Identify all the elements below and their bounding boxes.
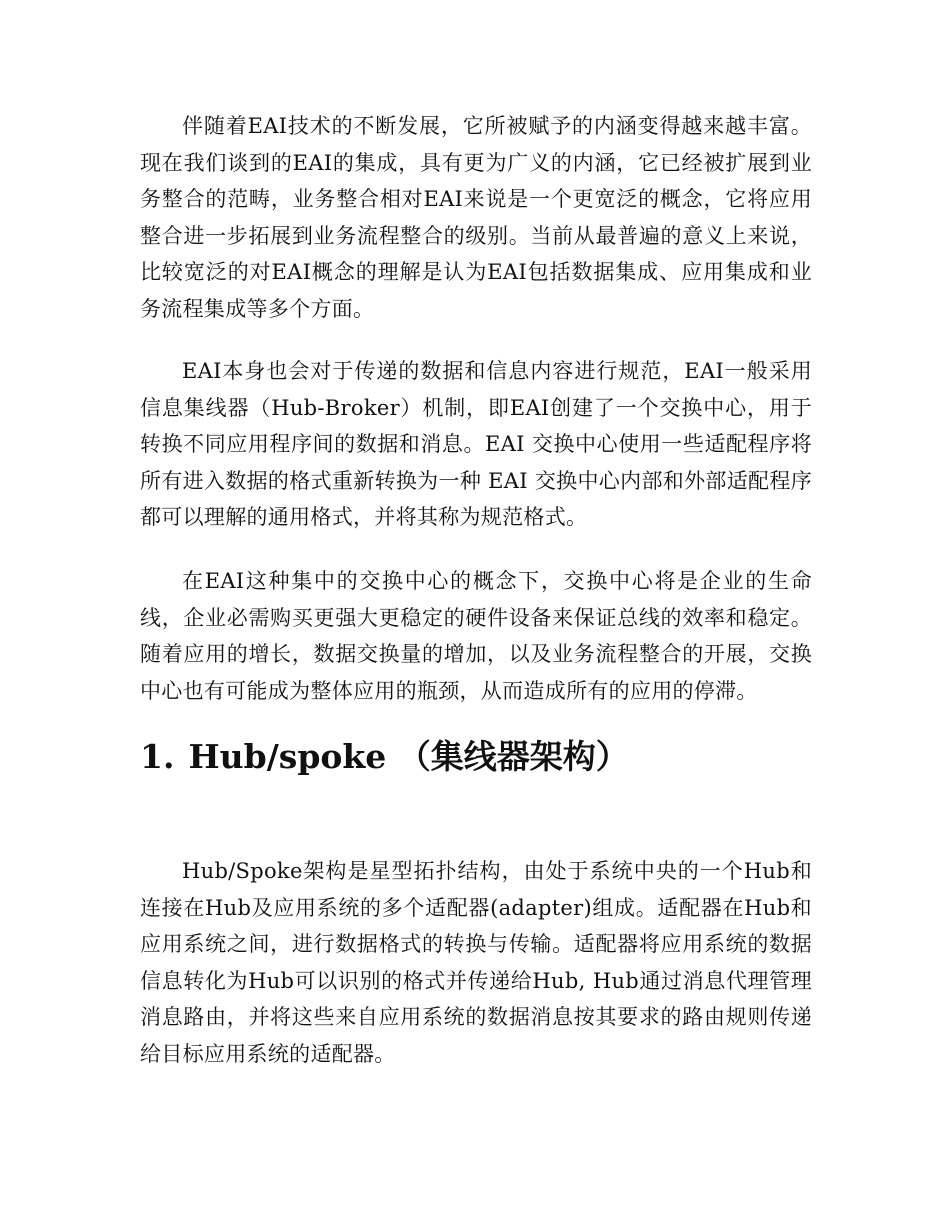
section-title: Hub/spoke （集线器架构） [188,737,629,776]
paragraph-exchange-center: 在EAI这种集中的交换中心的概念下，交换中心将是企业的生命线，企业必需购买更强大更稳定的硬件设备来保证总线的效率和稳定。随着应用的增长，数据交换量的增加，以及业务流程整合的开展，交换中心也有可能成为整体应用的瓶颈，从而造成所有的应用的停滞。 [140,569,812,703]
paragraph-hub-spoke-architecture: Hub/Spoke架构是星型拓扑结构，由处于系统中央的一个Hub和连接在Hub及应用系统的多个适配器(adapter)组成。适配器在Hub和应用系统之间，进行数据格式的转换与传输。适配器将应用系统的数据信息转化为Hub可以识别的格式并传递给Hub, Hub通过消息代理管理消息路由，并将这些来自应用系统的数据消息按其要求的路由规则传递给目标应用系统的适配器。 [140,859,812,1066]
paragraph-eai-evolution: 伴随着EAI技术的不断发展，它所被赋予的内涵变得越来越丰富。现在我们谈到的EAI的集成，具有更为广义的内涵，它已经被扩展到业务整合的范畴，业务整合相对EAI来说是一个更宽泛的概念，它将应用整合进一步拓展到业务流程整合的级别。当前从最普遍的意义上来说，比较宽泛的对EAI概念的理解是认为EAI包括数据集成、应用集成和业务流程集成等多个方面。 [140,114,812,321]
section-number: 1. [140,737,175,776]
section-heading-hub-spoke [140,735,812,779]
paragraph-eai-hub-broker: EAI本身也会对于传递的数据和信息内容进行规范，EAI一般采用信息集线器（Hub-Broker）机制，即EAI创建了一个交换中心，用于转换不同应用程序间的数据和消息。EAI 交换中心使用一些适配程序将所有进入数据的格式重新转换为一种 EAI 交换中心内部和外部适配程序都可以理解的通用格式，并将其称为规范格式。 [140,359,812,529]
